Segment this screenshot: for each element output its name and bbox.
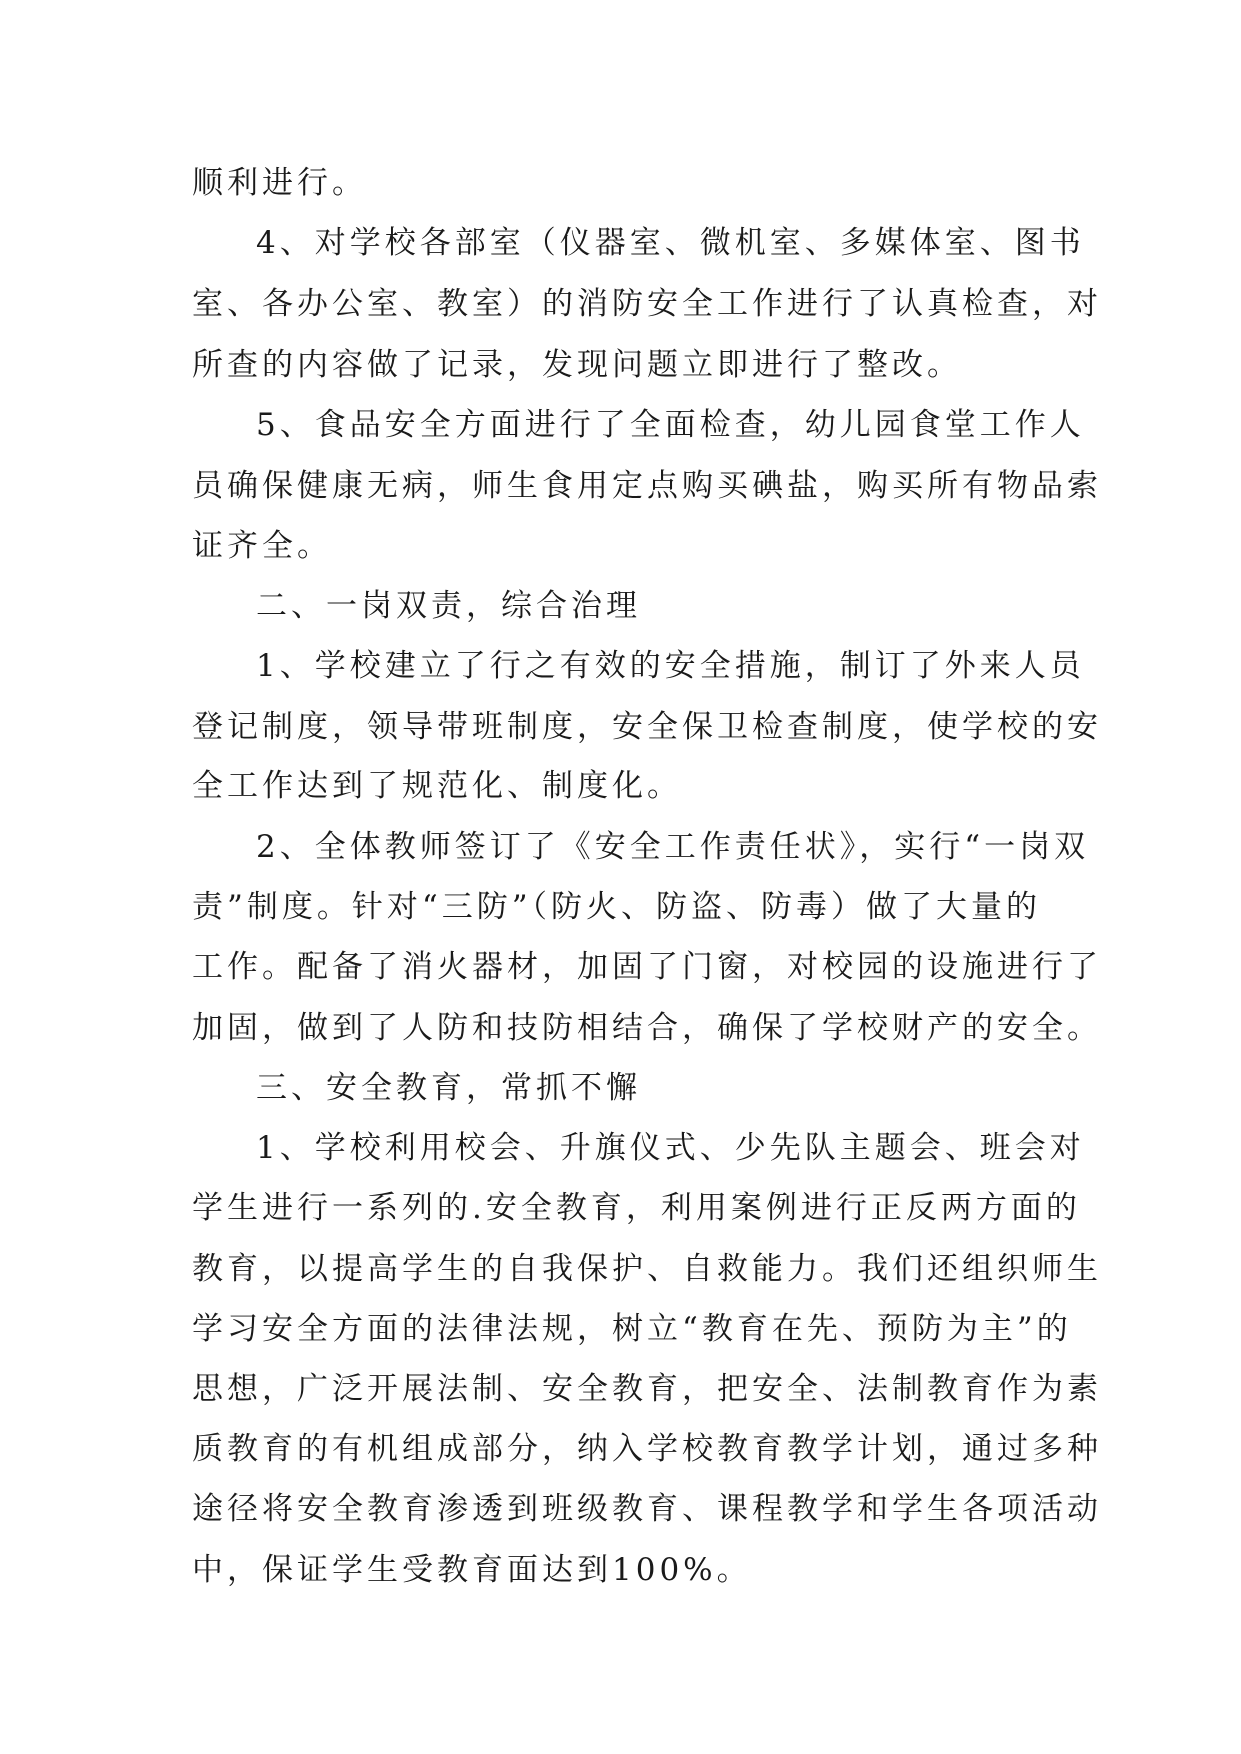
text-line: 5、食品安全方面进行了全面检查，幼儿园食堂工作人: [256, 407, 1085, 443]
text-line: 1、学校利用校会、升旗仪式、少先队主题会、班会对: [256, 1130, 1085, 1166]
text-line: 中，保证学生受教育面达到100%。: [192, 1552, 752, 1588]
text-line: 思想，广泛开展法制、安全教育，把安全、法制教育作为素: [192, 1371, 1102, 1407]
text-line: 途径将安全教育渗透到班级教育、课程教学和学生各项活动: [192, 1491, 1102, 1527]
text-line: 责”制度。针对“三防”（防火、防盗、防毒）做了大量的: [192, 889, 1042, 925]
text-line: 质教育的有机组成部分，纳入学校教育教学计划，通过多种: [192, 1431, 1102, 1467]
text-line: 顺利进行。: [192, 165, 367, 201]
section-heading: 三、安全教育，常抓不懈: [256, 1070, 641, 1106]
text-line: 学习安全方面的法律法规，树立“教育在先、预防为主”的: [192, 1311, 1072, 1347]
text-line: 1、学校建立了行之有效的安全措施，制订了外来人员: [256, 648, 1085, 684]
text-line: 员确保健康无病，师生食用定点购买碘盐，购买所有物品索: [192, 468, 1102, 504]
text-line: 4、对学校各部室（仪器室、微机室、多媒体室、图书: [256, 225, 1085, 261]
text-line: 登记制度，领导带班制度，安全保卫检查制度，使学校的安: [192, 709, 1102, 745]
text-line: 2、全体教师签订了《安全工作责任状》，实行“一岗双: [256, 829, 1090, 865]
text-line: 室、各办公室、教室）的消防安全工作进行了认真检查，对: [192, 286, 1102, 322]
text-line: 工作。配备了消火器材，加固了门窗，对校园的设施进行了: [192, 949, 1102, 985]
text-line: 所查的内容做了记录，发现问题立即进行了整改。: [192, 347, 962, 383]
text-line: 学生进行一系列的.安全教育，利用案例进行正反两方面的: [192, 1190, 1081, 1226]
text-line: 证齐全。: [192, 528, 332, 564]
text-line: 加固，做到了人防和技防相结合，确保了学校财产的安全。: [192, 1010, 1102, 1046]
text-line: 全工作达到了规范化、制度化。: [192, 768, 682, 804]
section-heading: 二、一岗双责，综合治理: [256, 588, 641, 624]
text-line: 教育，以提高学生的自我保护、自救能力。我们还组织师生: [192, 1251, 1102, 1287]
